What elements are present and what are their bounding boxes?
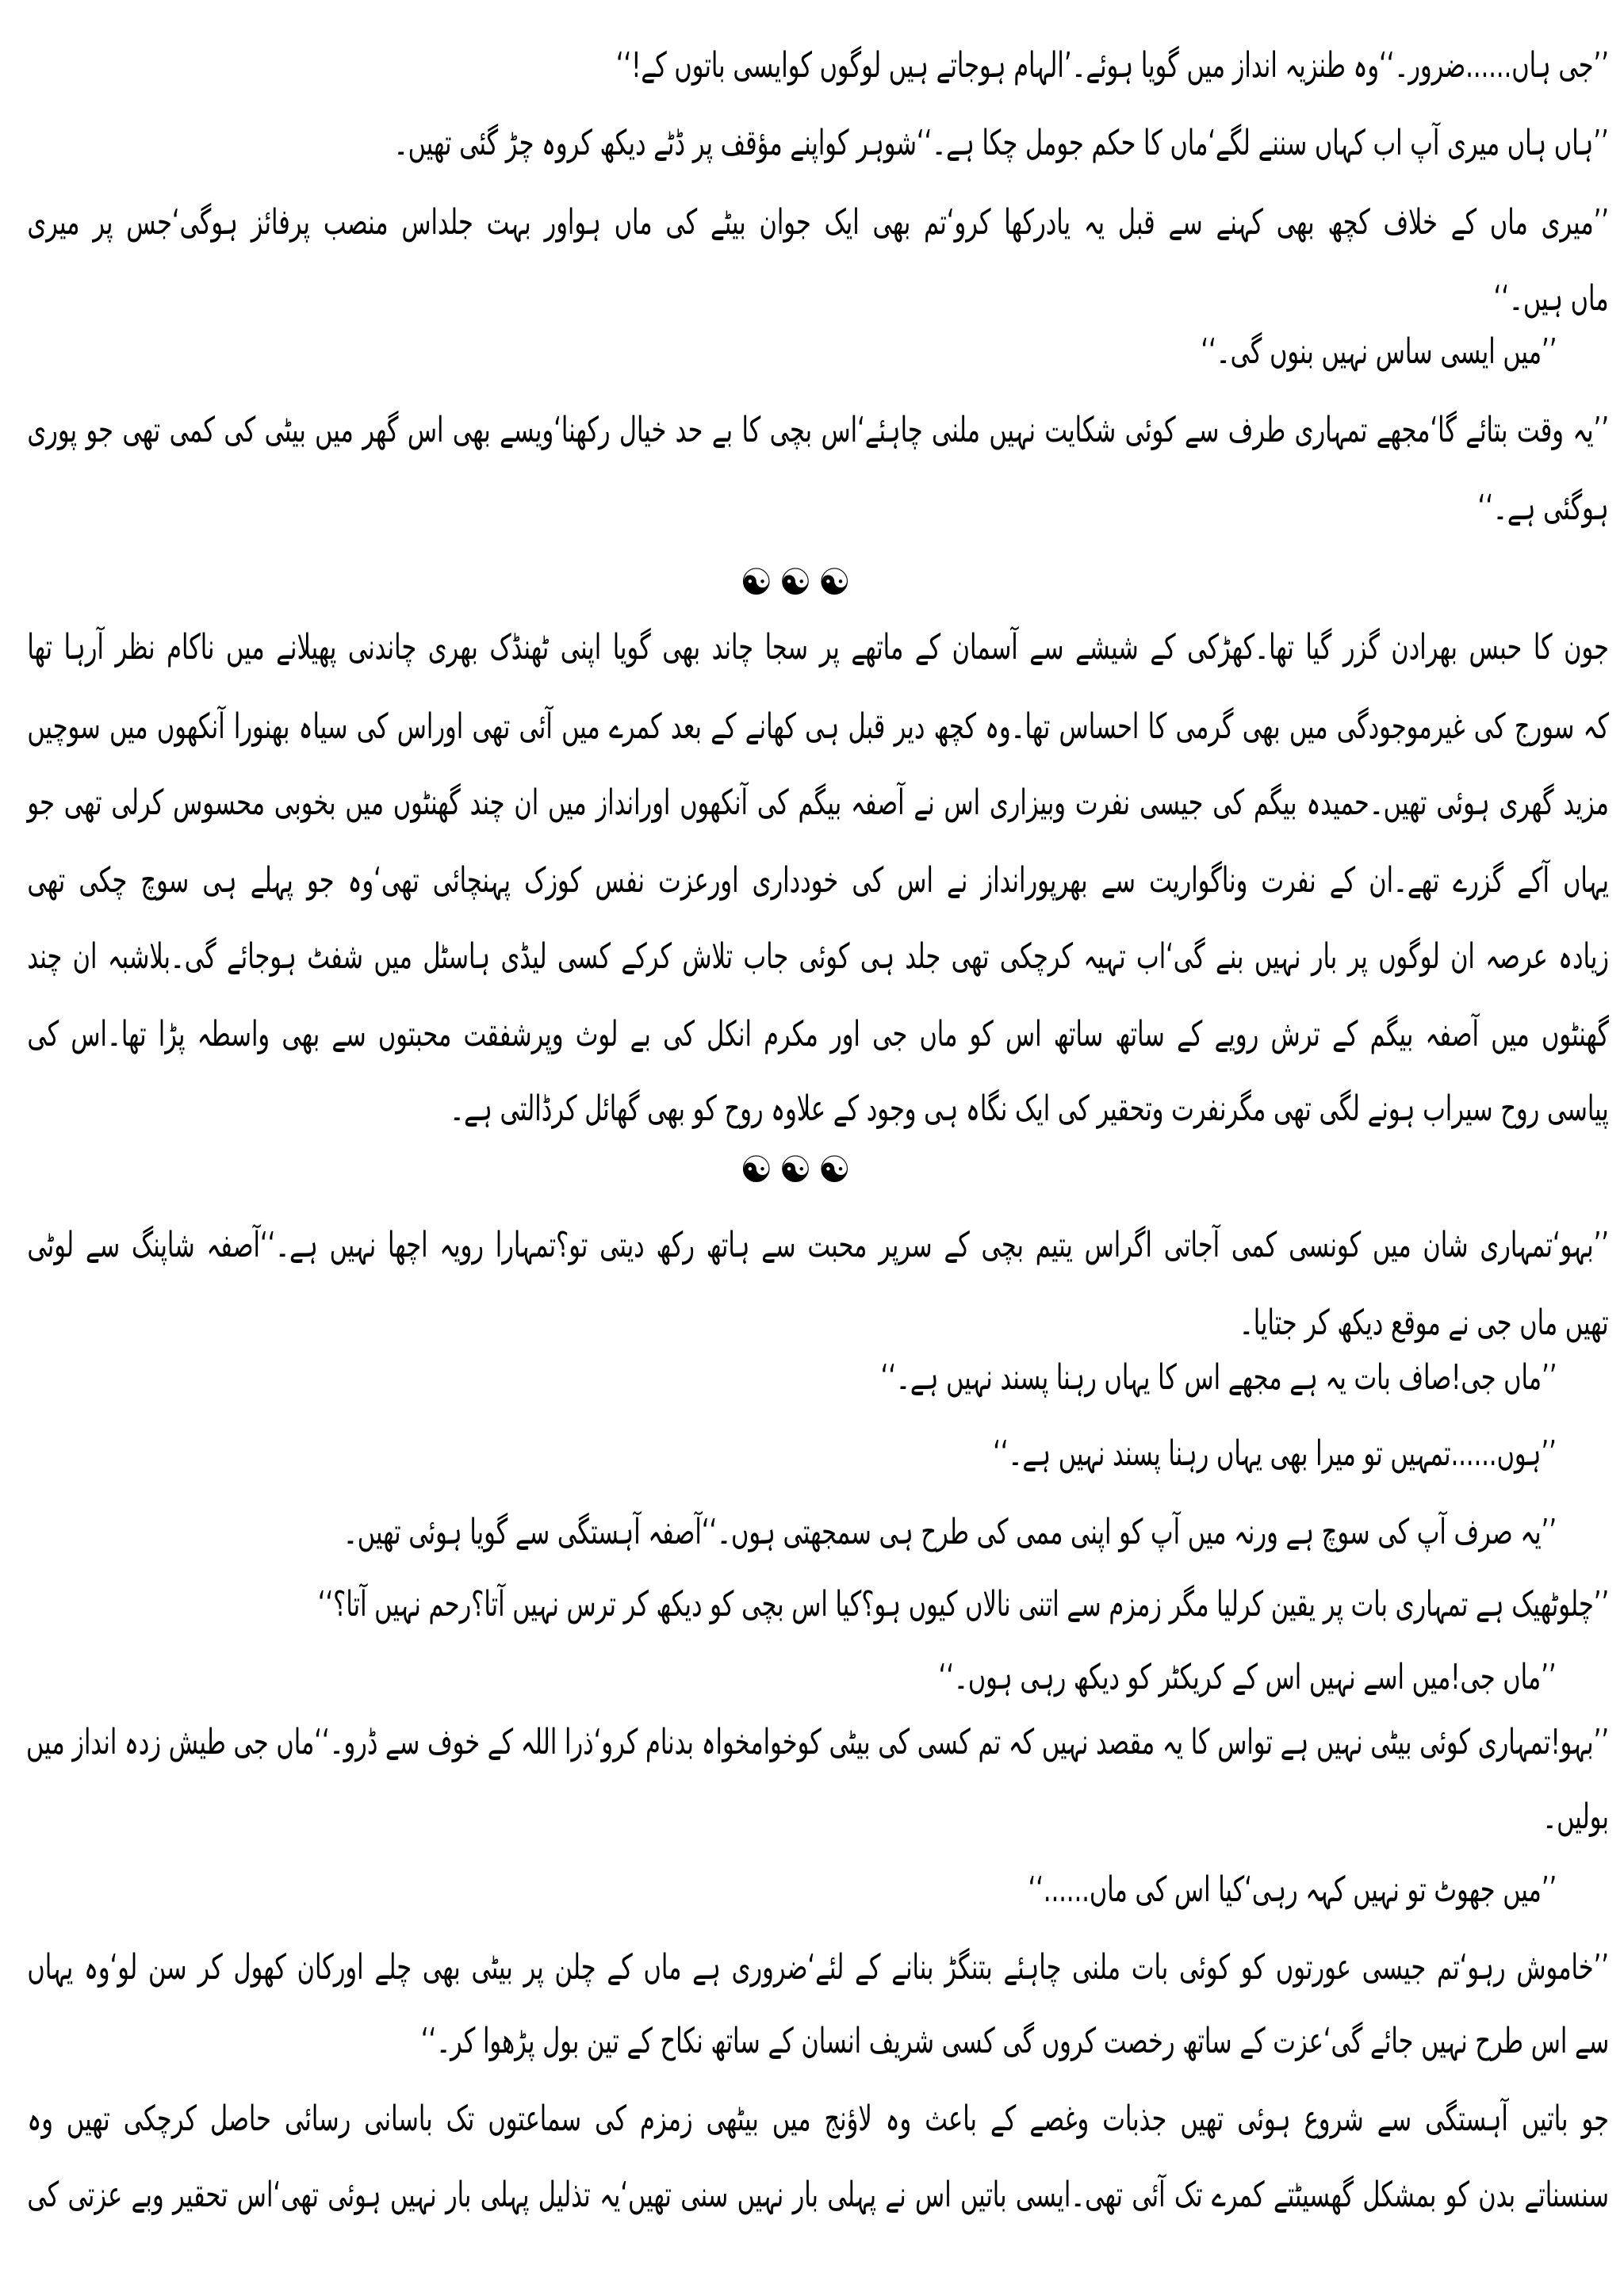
line-text: ’’چلوٹھیک ہے تمہاری بات پر یقین کرلیا مگر زمزم سے اتنی نالاں کیوں ہو؟کیا اس بچی کو دیکھ کر ترس نہیں آتا؟رحم نہیں آتا؟‘‘ xyxy=(317,1584,1609,1624)
line-text: ’’ہاں ہاں میری آپ اب کہاں سننے لگے‘ماں کا حکم جومل چکا ہے۔‘‘شوہر کواپنے مؤقف پر ڈٹے دیکھ کروہ چڑ گئی تھیں۔ xyxy=(394,123,1609,163)
dialogue-line xyxy=(26,1341,1609,1414)
dialogue-line xyxy=(26,1931,1609,2004)
narrative-line xyxy=(26,844,1609,917)
narrative-line xyxy=(26,611,1609,684)
narrative-line xyxy=(26,2159,1609,2232)
narrative-line xyxy=(26,691,1609,763)
dialogue-line xyxy=(26,1781,1609,1854)
dialogue-line xyxy=(26,394,1609,467)
dialogue-line xyxy=(26,1854,1609,1927)
dialogue-line xyxy=(26,1209,1609,1282)
line-text: ’’بہو‘تمہاری شان میں کونسی کمی آجاتی اگراس یتیم بچی کے سرپر محبت سے ہاتھ رکھ دیتی تو؟تمہارا رویہ اچھا نہیں ہے۔‘‘آصفہ شاپنگ سے لوٹی xyxy=(27,1225,1609,1265)
line-text: ’’ماں جی!میں اسے نہیں اس کے کریکٹر کو دیکھ رہی ہوں۔‘‘ xyxy=(939,1657,1557,1697)
line-text: ’’میری ماں کے خلاف کچھ بھی کہنے سے قبل یہ یادرکھا کرو‘تم بھی ایک جوان بیٹے کی ماں ہواور بہت جلداس منصب پرفائز ہوگی‘جس پر میری xyxy=(27,202,1609,243)
narrative-line xyxy=(26,767,1609,840)
yin-yang-icon xyxy=(779,558,811,606)
dialogue-line xyxy=(26,472,1609,545)
dialogue-line xyxy=(26,316,1609,388)
line-text: ماں ہیں۔‘‘ xyxy=(1494,278,1609,319)
line-text: زیادہ عرصہ ان لوگوں پر بار نہیں بنے گی‘اب تہیہ کرچکی تھی جلد ہی کوئی جاب تلاش کرکے کسی لیڈی ہاسٹل میں شفٹ ہوجائے گی۔بلاشبہ ان چند xyxy=(27,936,1609,977)
narrative-line xyxy=(26,998,1609,1071)
yin-yang-icon xyxy=(740,1146,772,1193)
line-text: ’’خاموش رہو‘تم جیسی عورتوں کو کوئی بات ملنی چاہئے بتنگڑ بنانے کے لئے‘ضروری ہے ماں کے چلن پر بیٹی بھی چلے اورکان کھول کر سن لو‘وہ یہاں xyxy=(27,1947,1609,1988)
dialogue-line xyxy=(26,1641,1609,1714)
yin-yang-icon xyxy=(818,1146,851,1193)
narrative-line xyxy=(26,2083,1609,2156)
line-text: کہ سورج کی غیرموجودگی میں بھی گرمی کا احساس تھا۔وہ کچھ دیر قبل ہی کھانے کے بعد کمرے میں آئی تھی اوراس کی سیاہ بھنورا آنکھوں میں سوچیں xyxy=(27,706,1609,747)
dialogue-line xyxy=(26,1496,1609,1569)
yin-yang-icon xyxy=(740,558,772,606)
line-text: مزید گھری ہوئی تھیں۔حمیدہ بیگم کی جیسی نفرت وبیزاری اس نے آصفہ بیگم کی آنکھوں اورانداز میں ان چند گھنٹوں میں بخوبی محسوس کرلی تھی جو xyxy=(27,783,1609,823)
line-text: پیاسی روح سیراب ہونے لگی تھی مگرنفرت وتحقیر کی ایک نگاہ ہی وجود کے علاوہ روح کو بھی گھائل کرڈالتی ہے۔ xyxy=(450,1089,1609,1129)
line-text: ’’بہو!تمہاری کوئی بیٹی نہیں ہے تواس کا یہ مقصد نہیں کہ تم کسی کی بیٹی کوخوامخواہ بدنام کرو‘ذرا اللہ کے خوف سے ڈرو۔‘‘ماں جی طیش زدہ انداز میں xyxy=(26,1722,1609,1762)
dialogue-line xyxy=(26,1568,1609,1641)
line-text: ’’میں ایسی ساس نہیں بنوں گی۔‘‘ xyxy=(1201,331,1557,372)
section-separator xyxy=(740,1146,851,1193)
line-text: جو باتیں آہستگی سے شروع ہوئی تھیں جذبات وغصے کے باعث وہ لاؤنج میں بیٹھی زمزم کی سماعتوں تک باسانی رسائی حاصل کرچکی تھیں وہ xyxy=(27,2099,1609,2139)
line-text: بولیں۔ xyxy=(1542,1797,1609,1837)
dialogue-line xyxy=(26,29,1609,102)
narrative-line xyxy=(26,1073,1609,1146)
line-text: ’’میں جھوٹ تو نہیں کہہ رہی‘کیا اس کی ماں......‘‘ xyxy=(1028,1869,1557,1910)
line-text: سے اس طرح نہیں جائے گی‘عزت کے ساتھ رخصت کروں گی کسی شریف انسان کے ساتھ نکاح کے تین بول پڑھوا کر۔‘‘ xyxy=(420,2021,1609,2061)
line-text: ’’جی ہاں......ضرور۔‘‘وہ طنزیہ انداز میں گویا ہوئے۔’الہام ہوجاتے ہیں لوگوں کوایسی باتوں کے!‘‘ xyxy=(615,45,1609,86)
narrative-line xyxy=(26,920,1609,993)
line-text: ’’ماں جی!صاف بات یہ ہے مجھے اس کا یہاں رہنا پسند نہیں ہے۔‘‘ xyxy=(880,1357,1557,1398)
line-text: ’’یہ صرف آپ کی سوچ ہے ورنہ میں آپ کو اپنی ممی کی طرح ہی سمجھتی ہوں۔‘‘آصفہ آہستگی سے گویا ہوئی تھیں۔ xyxy=(343,1512,1557,1552)
line-text: ’’یہ وقت بتائے گا‘مجھے تمہاری طرف سے کوئی شکایت نہیں ملنی چاہئے‘اس بچی کا بے حد خیال رکھنا‘ویسے بھی اس گھر میں بیٹی کی کمی تھی جو پوری xyxy=(27,410,1609,450)
section-separator xyxy=(740,558,851,606)
dialogue-line xyxy=(26,107,1609,180)
dialogue-line xyxy=(26,2005,1609,2078)
dialogue-line xyxy=(26,186,1609,259)
line-text: سنسناتے بدن کو بمشکل گھسیٹتے کمرے تک آئی تھی۔ایسی باتیں اس نے پہلی بار نہیں سنی تھیں‘یہ تذلیل پہلی بار نہیں ہوئی تھی‘اس تحقیر وبے عزتی کی xyxy=(27,2175,1609,2215)
line-text: ہوگئی ہے۔‘‘ xyxy=(1477,488,1609,528)
dialogue-line xyxy=(26,1706,1609,1779)
dialogue-line xyxy=(26,1418,1609,1490)
line-text: ’’ہوں......تمہیں تو میرا بھی یہاں رہنا پسند نہیں ہے۔‘‘ xyxy=(993,1433,1557,1474)
yin-yang-icon xyxy=(818,558,851,606)
line-text: تھیں ماں جی نے موقع دیکھ کر جتایا۔ xyxy=(1239,1303,1609,1343)
yin-yang-icon xyxy=(779,1146,811,1193)
line-text: یہاں آکے گزرے تھے۔ان کے نفرت وناگواریت سے بھرپورانداز نے اس کی خودداری اورعزت نفس کوزک پہنچائی تھی‘وہ جو پہلے ہی سوچ چکی تھی xyxy=(27,860,1609,901)
line-text: جون کا حبس بھرادن گزر گیا تھا۔کھڑکی کے شیشے سے آسمان کے ماتھے پر سجا چاند بھی گویا اپنی ٹھنڈک بھری چاندنی پھیلانے میں ناکام نظر آرہا تھا xyxy=(27,627,1609,668)
line-text: گھنٹوں میں آصفہ بیگم کے ترش رویے کے ساتھ ساتھ اس کو ماں جی اور مکرم انکل کی بے لوث وپرشفقت محبتوں سے بھی واسطہ پڑا تھا۔اس کی xyxy=(27,1014,1609,1054)
